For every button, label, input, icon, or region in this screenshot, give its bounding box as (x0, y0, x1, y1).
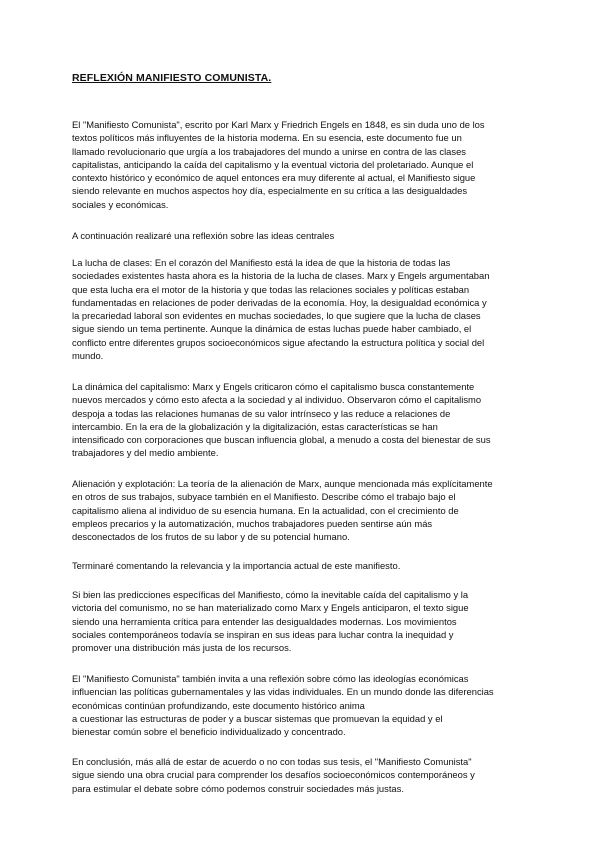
text-line: la precariedad laboral son evidentes en muchas sociedades, lo que sugiere que la lucha de clases (72, 310, 481, 322)
text-line: económicas continúan profundizando, este documento histórico anima (72, 699, 365, 711)
text-line: influencian las políticas gubernamentales y las vidas individuales. En un mundo donde las diferencias (72, 686, 494, 698)
text-line: bienestar común sobre el beneficio individualizado y concentrado. (72, 726, 346, 738)
paragraph-transition (72, 229, 522, 242)
text-line: La dinámica del capitalismo: Marx y Engels criticaron cómo el capitalismo busca constantemente (72, 381, 475, 392)
text-line: capitalismo aliena al individuo de su esencia humana. En la actualidad, con el crecimiento de (72, 504, 459, 516)
paragraph-conclusion (72, 755, 522, 795)
text-line: textos políticos más influyentes de la historia moderna. En su esencia, este documento fue un (72, 132, 462, 144)
text-line: empleos precarios y la automatización, muchos trabajadores pueden sentirse aún más (72, 517, 433, 529)
page-title: REFLEXIÓN MANIFIESTO COMUNISTA. (72, 72, 272, 84)
text-line: despoja a todas las relaciones humanas de su valor intrínseco y las reduce a relaciones de (72, 407, 451, 419)
text-line: sociales y económicas. (72, 198, 169, 210)
text-line: promover una distribución más justa de los recursos. (72, 642, 292, 654)
text-line: La lucha de clases: En el corazón del Manifiesto está la idea de que la historia de todas las (72, 257, 451, 268)
text-line: A continuación realizaré una reflexión sobre las ideas centrales (72, 230, 335, 241)
text-line: para estimular el debate sobre cómo podemos construir sociedades más justas. (72, 782, 404, 794)
text-line: nuevos mercados y cómo esto afecta a la sociedad y al individuo. Observaron cómo el capitalismo (72, 394, 482, 406)
text-line: siendo relevante en muchos aspectos hoy día, especialmente en su crítica a las desigualdades (72, 185, 468, 197)
text-line: sigue siendo un tema pertinente. Aunque la dinámica de estas luchas puede haber cambiado, el (72, 323, 472, 335)
text-line: sociales contemporáneos todavía se inspiran en sus ideas para luchar contra la inequidad y (72, 628, 454, 640)
paragraph-relevance-intro (72, 559, 522, 572)
text-line: intensificado con corporaciones que buscan influencia global, a menudo a costa del bienestar de sus (72, 434, 491, 446)
text-line: El "Manifiesto Comunista", escrito por Karl Marx y Friedrich Engels en 1848, es sin duda uno de los (72, 119, 485, 130)
paragraph-predictions (72, 588, 522, 654)
text-line: contexto histórico y económico de aquel entonces era muy diferente al actual, el Manifiesto sigue (72, 172, 476, 184)
text-line: capitalistas, anticipando la caída del capitalismo y la eventual victoria del proletariado. Aunque el (72, 158, 474, 170)
paragraph-class-struggle (72, 256, 522, 362)
text-line: Si bien las predicciones específicas del Manifiesto, cómo la inevitable caída del capitalismo y la (72, 589, 469, 600)
text-line: a cuestionar las estructuras de poder y a buscar sistemas que promuevan la equidad y el (72, 712, 443, 724)
paragraph-ideologies (72, 672, 522, 738)
text-line: intercambio. En la era de la globalización y la digitalización, estas características se han (72, 420, 438, 432)
paragraph-intro (72, 118, 522, 211)
text-line: El "Manifiesto Comunista" también invita a una reflexión sobre cómo las ideologías económicas (72, 673, 469, 684)
text-line: fundamentadas en relaciones de poder derivadas de la economía. Hoy, la desigualdad económica y (72, 296, 487, 308)
text-line: mundo. (72, 350, 104, 362)
paragraph-capitalism (72, 380, 522, 460)
text-line: Alienación y explotación: La teoría de la alienación de Marx, aunque mencionada más explícitamente (72, 478, 493, 489)
text-line: conflicto entre diferentes grupos socioeconómicos sigue afectando la estructura política y social del (72, 336, 485, 348)
text-line: sigue siendo una obra crucial para comprender los desafíos socioeconómicos contemporáneos y (72, 769, 475, 781)
text-line: que esta lucha era el motor de la historia y que todas las relaciones sociales y políticas estaban (72, 283, 470, 295)
text-line: llamado revolucionario que urgía a los trabajadores del mundo a unirse en contra de las clases (72, 145, 466, 157)
text-line: En conclusión, más allá de estar de acuerdo o no con todas sus tesis, el "Manifiesto Comunista" (72, 756, 472, 767)
paragraph-alienation (72, 477, 522, 543)
text-line: sociedades existentes hasta ahora es la historia de la lucha de clases. Marx y Engels argumentaban (72, 270, 490, 282)
text-line: victoria del comunismo, no se han materializado como Marx y Engels anticiparon, el texto sigue (72, 602, 469, 614)
text-line: desconectados de los frutos de su labor y de su potencial humano. (72, 531, 350, 543)
text-line: siendo una herramienta crítica para entender las desigualdades modernas. Los movimientos (72, 615, 457, 627)
text-line: en otros de sus trabajos, subyace también en el Manifiesto. Describe cómo el trabajo bajo el (72, 491, 456, 503)
text-line: Terminaré comentando la relevancia y la importancia actual de este manifiesto. (72, 560, 401, 571)
text-line: trabajadores y del medio ambiente. (72, 447, 219, 459)
